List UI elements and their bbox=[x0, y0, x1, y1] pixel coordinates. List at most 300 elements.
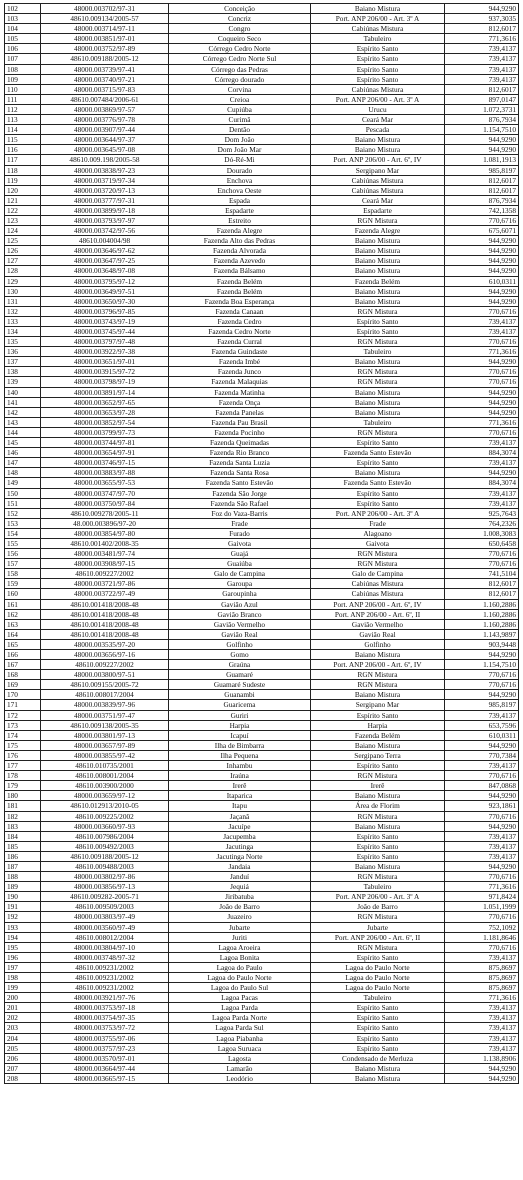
row-number: 123 bbox=[5, 215, 41, 225]
process-number: 48000.003664/97-44 bbox=[41, 1063, 169, 1073]
reference-stream: João de Barro bbox=[311, 902, 445, 912]
row-number: 122 bbox=[5, 205, 41, 215]
row-number: 179 bbox=[5, 781, 41, 791]
reference-stream: RGN Mistura bbox=[311, 670, 445, 680]
price-value: 752,1092 bbox=[445, 922, 519, 932]
table-row bbox=[5, 1063, 519, 1073]
reference-stream: Espírito Santo bbox=[311, 831, 445, 841]
reference-stream: Gavião Real bbox=[311, 629, 445, 639]
table-row bbox=[5, 316, 519, 326]
process-number: 48000.003647/97-25 bbox=[41, 256, 169, 266]
field-name: Furado bbox=[169, 528, 311, 538]
field-name: Jandaia bbox=[169, 861, 311, 871]
price-value: 739,4137 bbox=[445, 761, 519, 771]
process-number: 48000.003721/97-86 bbox=[41, 579, 169, 589]
row-number: 144 bbox=[5, 427, 41, 437]
process-number: 48000.003852/97-54 bbox=[41, 417, 169, 427]
price-value: 903,9448 bbox=[445, 639, 519, 649]
process-number: 48000.003747/97-70 bbox=[41, 488, 169, 498]
process-number: 48610.012913/2010-05 bbox=[41, 801, 169, 811]
price-value: 739,4137 bbox=[445, 831, 519, 841]
process-number: 48610.009231/2002 bbox=[41, 973, 169, 983]
reference-stream: Baiano Mistura bbox=[311, 256, 445, 266]
row-number: 162 bbox=[5, 609, 41, 619]
table-row bbox=[5, 1033, 519, 1043]
price-value: 944,9290 bbox=[445, 145, 519, 155]
reference-stream: Espírito Santo bbox=[311, 327, 445, 337]
table-row bbox=[5, 761, 519, 771]
reference-stream: Espírito Santo bbox=[311, 1013, 445, 1023]
field-name: Dó-Ré-Mi bbox=[169, 155, 311, 165]
table-row bbox=[5, 347, 519, 357]
table-row bbox=[5, 821, 519, 831]
table-row bbox=[5, 650, 519, 660]
process-number: 48610.009231/2002 bbox=[41, 983, 169, 993]
price-value: 771,3616 bbox=[445, 882, 519, 892]
process-number: 48000.003745/97-44 bbox=[41, 327, 169, 337]
reference-stream: Lagoa do Paulo Norte bbox=[311, 962, 445, 972]
row-number: 109 bbox=[5, 74, 41, 84]
row-number: 137 bbox=[5, 357, 41, 367]
field-name: Fazenda Santa Luzia bbox=[169, 458, 311, 468]
table-row bbox=[5, 215, 519, 225]
reference-stream: Baiano Mistura bbox=[311, 135, 445, 145]
field-name: Irerê bbox=[169, 781, 311, 791]
process-number: 48000.003752/97-89 bbox=[41, 44, 169, 54]
price-value: 944,9290 bbox=[445, 397, 519, 407]
price-value: 739,4137 bbox=[445, 438, 519, 448]
process-number: 48000.003481/97-74 bbox=[41, 549, 169, 559]
field-name: Gavião Vermelho bbox=[169, 619, 311, 629]
price-value: 739,4137 bbox=[445, 841, 519, 851]
row-number: 186 bbox=[5, 851, 41, 861]
reference-stream: Espírito Santo bbox=[311, 952, 445, 962]
reference-stream: Tabuleiro bbox=[311, 347, 445, 357]
process-number: 48000.003908/97-15 bbox=[41, 559, 169, 569]
field-name: Corvina bbox=[169, 84, 311, 94]
reference-stream: Galo de Campina bbox=[311, 569, 445, 579]
row-number: 124 bbox=[5, 226, 41, 236]
process-number: 48000.003719/97-34 bbox=[41, 175, 169, 185]
row-number: 185 bbox=[5, 841, 41, 851]
process-number: 48000.003907/97-44 bbox=[41, 125, 169, 135]
field-name: Fazenda Rio Branco bbox=[169, 448, 311, 458]
table-row bbox=[5, 710, 519, 720]
reference-stream: Baiano Mistura bbox=[311, 791, 445, 801]
table-row bbox=[5, 64, 519, 74]
price-value: 812,6017 bbox=[445, 185, 519, 195]
reference-stream: Baiano Mistura bbox=[311, 145, 445, 155]
price-value: 770,6716 bbox=[445, 559, 519, 569]
field-name: Guamaré Sudeste bbox=[169, 680, 311, 690]
price-value: 770,6716 bbox=[445, 680, 519, 690]
price-value: 739,4137 bbox=[445, 458, 519, 468]
process-number: 48000.003753/97-72 bbox=[41, 1023, 169, 1033]
reference-stream: Pescada bbox=[311, 125, 445, 135]
process-number: 48610.009188/2005-12 bbox=[41, 851, 169, 861]
reference-stream: Port. ANP 206/00 - Art. 3º A bbox=[311, 508, 445, 518]
table-row bbox=[5, 851, 519, 861]
table-row bbox=[5, 306, 519, 316]
row-number: 125 bbox=[5, 236, 41, 246]
price-value: 812,6017 bbox=[445, 84, 519, 94]
price-value: 742,1358 bbox=[445, 205, 519, 215]
reference-stream: Espírito Santo bbox=[311, 1023, 445, 1033]
row-number: 183 bbox=[5, 821, 41, 831]
process-number: 48000.003798/97-19 bbox=[41, 377, 169, 387]
reference-stream: Baiano Mistura bbox=[311, 296, 445, 306]
table-row bbox=[5, 74, 519, 84]
row-number: 115 bbox=[5, 135, 41, 145]
reference-stream: RGN Mistura bbox=[311, 912, 445, 922]
field-name: Fazenda Imbé bbox=[169, 357, 311, 367]
row-number: 208 bbox=[5, 1073, 41, 1083]
row-number: 190 bbox=[5, 892, 41, 902]
price-value: 764,2326 bbox=[445, 518, 519, 528]
row-number: 107 bbox=[5, 54, 41, 64]
field-name: Fazenda Panelas bbox=[169, 407, 311, 417]
price-value: 876,7934 bbox=[445, 195, 519, 205]
price-value: 944,9290 bbox=[445, 740, 519, 750]
price-value: 739,4137 bbox=[445, 851, 519, 861]
process-number: 48000.003722/97-49 bbox=[41, 589, 169, 599]
row-number: 207 bbox=[5, 1063, 41, 1073]
table-row bbox=[5, 478, 519, 488]
table-row bbox=[5, 639, 519, 649]
table-row bbox=[5, 740, 519, 750]
reference-stream: Tabuleiro bbox=[311, 882, 445, 892]
field-name: Jaçanã bbox=[169, 811, 311, 821]
price-value: 771,3616 bbox=[445, 347, 519, 357]
field-name: Itaparica bbox=[169, 791, 311, 801]
field-name: Fazenda Cedro Norte bbox=[169, 327, 311, 337]
price-value: 944,9290 bbox=[445, 256, 519, 266]
field-name: Dom João bbox=[169, 135, 311, 145]
field-name: Jubarte bbox=[169, 922, 311, 932]
field-name: Lagoa Aroeira bbox=[169, 942, 311, 952]
reference-stream: RGN Mistura bbox=[311, 377, 445, 387]
row-number: 142 bbox=[5, 407, 41, 417]
field-name: Lamarão bbox=[169, 1063, 311, 1073]
row-number: 127 bbox=[5, 256, 41, 266]
reference-stream: Baiano Mistura bbox=[311, 1073, 445, 1083]
row-number: 106 bbox=[5, 44, 41, 54]
table-row bbox=[5, 185, 519, 195]
reference-stream: Port. ANP 206/00 - Art. 6º, II bbox=[311, 609, 445, 619]
row-number: 192 bbox=[5, 912, 41, 922]
table-body bbox=[5, 4, 519, 1084]
row-number: 168 bbox=[5, 670, 41, 680]
reference-stream: Port. ANP 206/00 - Art. 3º A bbox=[311, 94, 445, 104]
row-number: 131 bbox=[5, 296, 41, 306]
price-value: 812,6017 bbox=[445, 24, 519, 34]
reference-stream: Port. ANP 206/00 - Art. 6º, II bbox=[311, 932, 445, 942]
price-value: 739,4137 bbox=[445, 44, 519, 54]
process-number: 48000.003856/97-13 bbox=[41, 882, 169, 892]
reference-stream: Lagoa do Paulo Norte bbox=[311, 983, 445, 993]
row-number: 161 bbox=[5, 599, 41, 609]
row-number: 159 bbox=[5, 579, 41, 589]
field-name: Córrego Cedro Norte bbox=[169, 44, 311, 54]
process-number: 48000.003922/97-38 bbox=[41, 347, 169, 357]
field-name: Gavião Real bbox=[169, 629, 311, 639]
process-number: 48000.003869/97-57 bbox=[41, 104, 169, 114]
table-row bbox=[5, 276, 519, 286]
reference-stream: Cabiúnas Mistura bbox=[311, 175, 445, 185]
process-number: 48000.003899/97-18 bbox=[41, 205, 169, 215]
price-value: 944,9290 bbox=[445, 236, 519, 246]
process-number: 48000.003739/97-41 bbox=[41, 64, 169, 74]
process-number: 48000.003560/97-49 bbox=[41, 922, 169, 932]
table-row bbox=[5, 1003, 519, 1013]
reference-stream: Espírito Santo bbox=[311, 44, 445, 54]
table-row bbox=[5, 660, 519, 670]
reference-stream: Jubarte bbox=[311, 922, 445, 932]
field-name: Lagoa do Paulo Norte bbox=[169, 973, 311, 983]
row-number: 148 bbox=[5, 468, 41, 478]
price-value: 739,4137 bbox=[445, 64, 519, 74]
process-number: 48000.003755/97-06 bbox=[41, 1033, 169, 1043]
field-name: Janduí bbox=[169, 872, 311, 882]
process-number: 48000.003653/97-28 bbox=[41, 407, 169, 417]
reference-stream: Port. ANP 206/00 - Art. 3º A bbox=[311, 892, 445, 902]
process-number: 48000.003796/97-85 bbox=[41, 306, 169, 316]
field-name: Lagoa Pacas bbox=[169, 993, 311, 1003]
reference-stream: Espírito Santo bbox=[311, 1043, 445, 1053]
table-row bbox=[5, 670, 519, 680]
field-name: Gaivota bbox=[169, 538, 311, 548]
table-row bbox=[5, 407, 519, 417]
table-row bbox=[5, 841, 519, 851]
field-name: Fazenda Onça bbox=[169, 397, 311, 407]
row-number: 146 bbox=[5, 448, 41, 458]
price-value: 875,8697 bbox=[445, 983, 519, 993]
process-number: 48610.009509/2003 bbox=[41, 902, 169, 912]
row-number: 187 bbox=[5, 861, 41, 871]
row-number: 154 bbox=[5, 528, 41, 538]
table-row bbox=[5, 488, 519, 498]
reference-stream: Baiano Mistura bbox=[311, 468, 445, 478]
process-number: 48000.003649/97-51 bbox=[41, 286, 169, 296]
process-number: 48000.003776/97-78 bbox=[41, 115, 169, 125]
price-value: 1.081,1913 bbox=[445, 155, 519, 165]
field-name: Lagoa Parda Sul bbox=[169, 1023, 311, 1033]
row-number: 191 bbox=[5, 902, 41, 912]
process-number: 48000.003750/97-84 bbox=[41, 498, 169, 508]
process-number: 48610.004004/98 bbox=[41, 236, 169, 246]
price-value: 770,6716 bbox=[445, 942, 519, 952]
price-value: 985,8197 bbox=[445, 700, 519, 710]
price-value: 923,1861 bbox=[445, 801, 519, 811]
table-row bbox=[5, 993, 519, 1003]
price-value: 876,7934 bbox=[445, 115, 519, 125]
reference-stream: Sergipano Mar bbox=[311, 165, 445, 175]
row-number: 140 bbox=[5, 387, 41, 397]
reference-stream: Espírito Santo bbox=[311, 64, 445, 74]
process-number: 48000.003757/97-23 bbox=[41, 1043, 169, 1053]
process-number: 48610.009134/2005-57 bbox=[41, 14, 169, 24]
price-value: 925,7643 bbox=[445, 508, 519, 518]
field-name: Espada bbox=[169, 195, 311, 205]
table-row bbox=[5, 720, 519, 730]
price-value: 1.072,3731 bbox=[445, 104, 519, 114]
process-number: 48000.003744/97-81 bbox=[41, 438, 169, 448]
table-row bbox=[5, 498, 519, 508]
process-number: 48000.003657/97-89 bbox=[41, 740, 169, 750]
row-number: 135 bbox=[5, 337, 41, 347]
row-number: 141 bbox=[5, 397, 41, 407]
process-number: 48610.009227/2002 bbox=[41, 569, 169, 579]
price-value: 971,8424 bbox=[445, 892, 519, 902]
field-name: Dourado bbox=[169, 165, 311, 175]
row-number: 103 bbox=[5, 14, 41, 24]
process-number: 48000.003915/97-72 bbox=[41, 367, 169, 377]
row-number: 182 bbox=[5, 811, 41, 821]
price-value: 944,9290 bbox=[445, 135, 519, 145]
price-value: 610,0311 bbox=[445, 730, 519, 740]
process-number: 48000.003659/97-12 bbox=[41, 791, 169, 801]
price-value: 739,4137 bbox=[445, 1023, 519, 1033]
table-row bbox=[5, 438, 519, 448]
field-name: Coqueiro Seco bbox=[169, 34, 311, 44]
table-row bbox=[5, 367, 519, 377]
reference-stream: RGN Mistura bbox=[311, 680, 445, 690]
reference-stream: Espírito Santo bbox=[311, 1033, 445, 1043]
process-number: 48000.003655/97-53 bbox=[41, 478, 169, 488]
price-value: 884,3074 bbox=[445, 448, 519, 458]
table-row bbox=[5, 811, 519, 821]
table-row bbox=[5, 175, 519, 185]
field-name: Dentão bbox=[169, 125, 311, 135]
row-number: 116 bbox=[5, 145, 41, 155]
field-name: Fazenda Pau Brasil bbox=[169, 417, 311, 427]
reference-stream: Port. ANP 206/00 - Art. 6º, IV bbox=[311, 599, 445, 609]
reference-stream: Cabiúnas Mistura bbox=[311, 84, 445, 94]
reference-stream: Port. ANP 206/00 - Art. 6º, IV bbox=[311, 660, 445, 670]
price-value: 812,6017 bbox=[445, 579, 519, 589]
table-row bbox=[5, 962, 519, 972]
row-number: 175 bbox=[5, 740, 41, 750]
process-number: 48000.003715/97-83 bbox=[41, 84, 169, 94]
reference-stream: Harpia bbox=[311, 720, 445, 730]
field-name: Enchova bbox=[169, 175, 311, 185]
table-row bbox=[5, 448, 519, 458]
reference-stream: RGN Mistura bbox=[311, 872, 445, 882]
price-value: 739,4137 bbox=[445, 488, 519, 498]
field-name: Graúna bbox=[169, 660, 311, 670]
row-number: 178 bbox=[5, 771, 41, 781]
reference-stream: RGN Mistura bbox=[311, 549, 445, 559]
table-row bbox=[5, 781, 519, 791]
price-value: 770,6716 bbox=[445, 367, 519, 377]
process-number: 48000.003742/97-56 bbox=[41, 226, 169, 236]
table-row bbox=[5, 700, 519, 710]
reference-stream: Condensado de Merluza bbox=[311, 1053, 445, 1063]
row-number: 184 bbox=[5, 831, 41, 841]
table-row bbox=[5, 922, 519, 932]
reference-stream: Espírito Santo bbox=[311, 54, 445, 64]
reference-stream: Espírito Santo bbox=[311, 74, 445, 84]
row-number: 102 bbox=[5, 4, 41, 14]
field-name: Itapu bbox=[169, 801, 311, 811]
process-number: 48000.003801/97-13 bbox=[41, 730, 169, 740]
reference-stream: Baiano Mistura bbox=[311, 387, 445, 397]
table-row bbox=[5, 1043, 519, 1053]
row-number: 171 bbox=[5, 700, 41, 710]
field-name: Fazenda Boa Esperança bbox=[169, 296, 311, 306]
process-number: 48610.007986/2004 bbox=[41, 831, 169, 841]
process-number: 48000.003754/97-35 bbox=[41, 1013, 169, 1023]
price-value: 944,9290 bbox=[445, 387, 519, 397]
process-number: 48000.003651/97-01 bbox=[41, 357, 169, 367]
field-name: Fazenda Junco bbox=[169, 367, 311, 377]
row-number: 169 bbox=[5, 680, 41, 690]
reference-stream: Cabiúnas Mistura bbox=[311, 579, 445, 589]
process-number: 48610.009492/2003 bbox=[41, 841, 169, 851]
reference-stream: Área de Florim bbox=[311, 801, 445, 811]
row-number: 111 bbox=[5, 94, 41, 104]
price-value: 1.181,8646 bbox=[445, 932, 519, 942]
process-number: 48000.003660/97-93 bbox=[41, 821, 169, 831]
row-number: 153 bbox=[5, 518, 41, 528]
row-number: 121 bbox=[5, 195, 41, 205]
price-value: 944,9290 bbox=[445, 4, 519, 14]
field-name: Fazenda Guindaste bbox=[169, 347, 311, 357]
reference-stream: Baiano Mistura bbox=[311, 246, 445, 256]
table-row bbox=[5, 94, 519, 104]
field-name: Fazenda Alto das Pedras bbox=[169, 236, 311, 246]
table-row bbox=[5, 54, 519, 64]
row-number: 104 bbox=[5, 24, 41, 34]
reference-stream: Tabuleiro bbox=[311, 993, 445, 1003]
table-row bbox=[5, 4, 519, 14]
process-number: 48610.009188/2005-12 bbox=[41, 54, 169, 64]
reference-stream: RGN Mistura bbox=[311, 215, 445, 225]
table-row bbox=[5, 983, 519, 993]
price-value: 770,6716 bbox=[445, 549, 519, 559]
table-row bbox=[5, 680, 519, 690]
price-value: 812,6017 bbox=[445, 589, 519, 599]
field-name: Fazenda São Rafael bbox=[169, 498, 311, 508]
table-row bbox=[5, 14, 519, 24]
row-number: 134 bbox=[5, 327, 41, 337]
process-number: 48000.003570/97-01 bbox=[41, 1053, 169, 1063]
price-value: 739,4137 bbox=[445, 710, 519, 720]
price-value: 739,4137 bbox=[445, 316, 519, 326]
table-row bbox=[5, 327, 519, 337]
price-value: 739,4137 bbox=[445, 1013, 519, 1023]
reference-stream: RGN Mistura bbox=[311, 771, 445, 781]
row-number: 206 bbox=[5, 1053, 41, 1063]
price-value: 739,4137 bbox=[445, 1043, 519, 1053]
row-number: 151 bbox=[5, 498, 41, 508]
process-number: 48000.003797/97-48 bbox=[41, 337, 169, 347]
process-number: 48610.008001/2004 bbox=[41, 771, 169, 781]
process-number: 48.000.003896/97-20 bbox=[41, 518, 169, 528]
process-number: 48000.003646/97-62 bbox=[41, 246, 169, 256]
process-number: 48000.003720/97-13 bbox=[41, 185, 169, 195]
row-number: 167 bbox=[5, 660, 41, 670]
table-row bbox=[5, 1073, 519, 1083]
reference-stream: Sergipano Mar bbox=[311, 700, 445, 710]
reference-stream: Fazenda Belém bbox=[311, 276, 445, 286]
process-number: 48000.003803/97-49 bbox=[41, 912, 169, 922]
row-number: 126 bbox=[5, 246, 41, 256]
table-row bbox=[5, 337, 519, 347]
field-name: Curimã bbox=[169, 115, 311, 125]
process-number: 48000.003753/97-18 bbox=[41, 1003, 169, 1013]
process-number: 48610.008012/2004 bbox=[41, 932, 169, 942]
